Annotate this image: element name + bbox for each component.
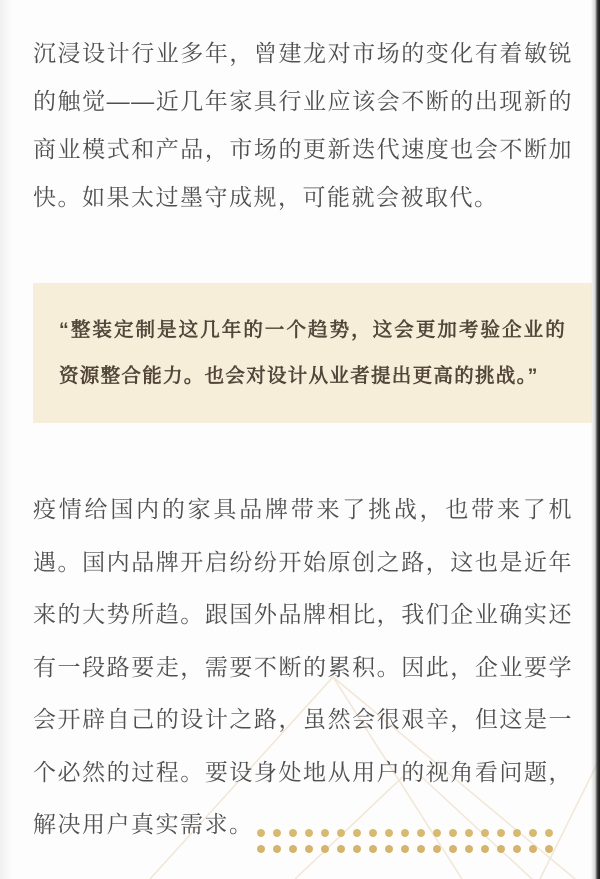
- dot: [401, 845, 409, 853]
- dot: [305, 845, 313, 853]
- paragraph-1: 沉浸设计行业多年，曾建龙对市场的变化有着敏锐的触觉——近几年家具行业应该会不断的出现新的商业模式和产品，市场的更新迭代速度也会不断加快。如果太过墨守成规，可能就会被取代。: [33, 40, 573, 210]
- dot: [465, 845, 473, 853]
- dot: [273, 845, 281, 853]
- paragraph-2: 疫情给国内的家具品牌带来了挑战，也带来了机遇。国内品牌开启纷纷开始原创之路，这也是近年来的大势所趋。跟国外品牌相比，我们企业确实还有一段路要走，需要不断的累积。因此，企业要学会开辟自己的设计之路，虽然会很艰辛，但这是一个必然的过程。要设身处地从用户的视角看问题，解决用户真实需求。: [33, 496, 573, 837]
- right-photo-edge: [591, 0, 600, 879]
- dot: [417, 829, 425, 837]
- dot: [513, 829, 521, 837]
- dot: [433, 829, 441, 837]
- dot: [353, 829, 361, 837]
- dot: [321, 829, 329, 837]
- dot: [529, 829, 537, 837]
- dot: [481, 829, 489, 837]
- quote-text: “整装定制是这几年的一个趋势，这会更加考验企业的资源整合能力。也会对设计从业者提出更高的挑战。”: [59, 319, 566, 387]
- dot: [417, 845, 425, 853]
- dot: [353, 845, 361, 853]
- dot: [497, 829, 505, 837]
- dot: [385, 845, 393, 853]
- dot: [401, 829, 409, 837]
- dot: [289, 829, 297, 837]
- dot: [289, 845, 297, 853]
- dot: [305, 829, 313, 837]
- dot: [433, 845, 441, 853]
- dot: [321, 845, 329, 853]
- dot: [449, 845, 457, 853]
- dot: [497, 845, 505, 853]
- dot: [257, 845, 265, 853]
- dot: [337, 845, 345, 853]
- dot: [257, 829, 265, 837]
- dot: [545, 845, 553, 853]
- dot: [273, 829, 281, 837]
- dot: [369, 845, 377, 853]
- dot: [545, 829, 553, 837]
- dot: [369, 829, 377, 837]
- dot: [481, 845, 489, 853]
- dot: [337, 829, 345, 837]
- dot: [465, 829, 473, 837]
- dot: [385, 829, 393, 837]
- quote-box: [33, 283, 592, 423]
- left-edge-shade: [0, 0, 12, 879]
- dot: [513, 845, 521, 853]
- dots-decoration: [257, 829, 553, 861]
- dot: [529, 845, 537, 853]
- dot: [449, 829, 457, 837]
